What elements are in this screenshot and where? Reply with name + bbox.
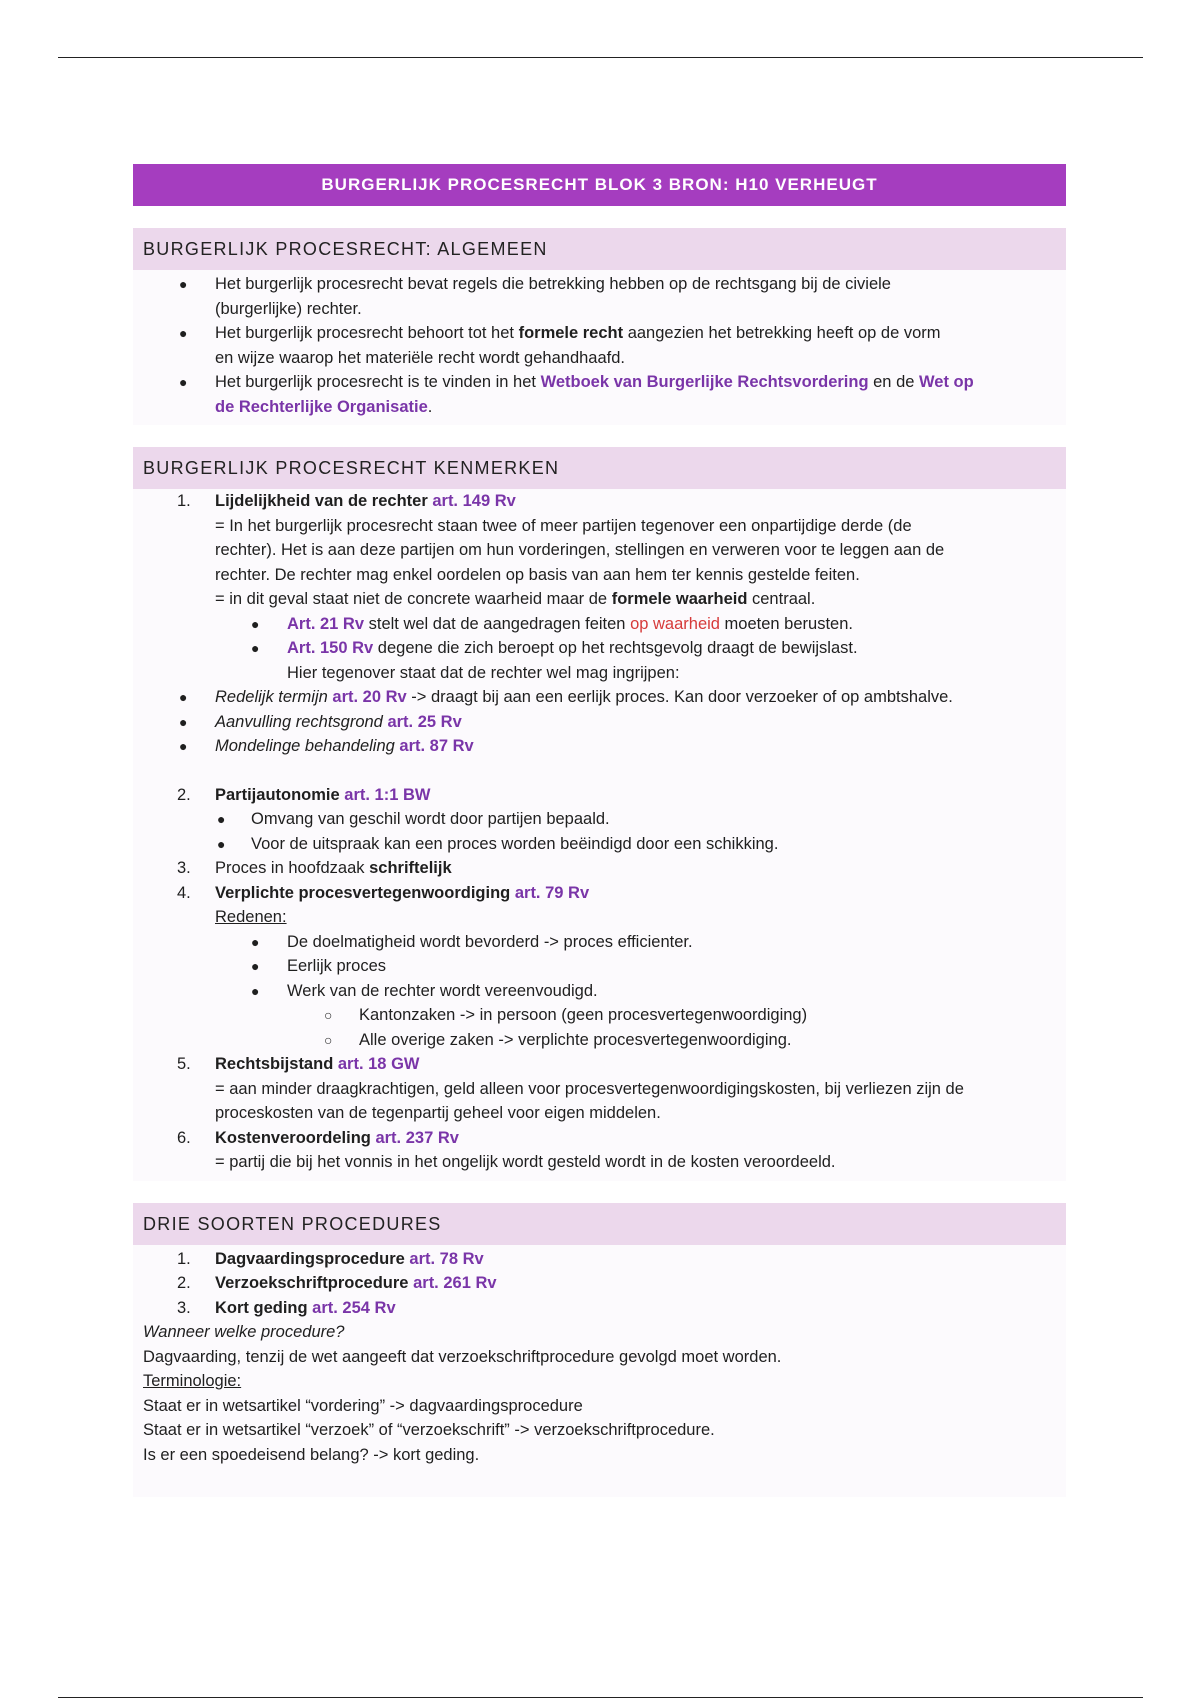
bullet-icon: ● — [179, 689, 188, 705]
law-reference: art. 1:1 BW — [344, 785, 431, 804]
list-item: ● Mondelinge behandeling art. 87 Rv — [133, 734, 1066, 759]
paragraph-line: Staat er in wetsartikel “vordering” -> dagvaardingsprocedure — [143, 1396, 583, 1415]
law-reference: art. 254 Rv — [312, 1298, 396, 1317]
law-reference: art. 87 Rv — [399, 737, 474, 755]
law-reference: Art. 150 Rv — [287, 639, 374, 657]
bullet-icon: ● — [251, 615, 260, 632]
bullet-icon: ● — [179, 276, 188, 292]
law-reference: art. 149 Rv — [432, 492, 516, 510]
sub-list-item: ○ Kantonzaken -> in persoon (geen procesvertegenwoordiging) — [133, 1003, 1066, 1028]
list-item-continuation: Hier tegenover staat dat de rechter wel mag ingrijpen: — [287, 663, 680, 682]
bullet-icon: ● — [251, 958, 260, 974]
law-reference: art. 78 Rv — [409, 1249, 484, 1268]
paragraph-line: Is er een spoedeisend belang? -> kort geding. — [143, 1445, 480, 1464]
list-item: ● Eerlijk proces — [133, 954, 1066, 979]
numbered-item: 2. Verzoekschriftprocedure art. 261 Rv — [177, 1274, 497, 1292]
paragraph-line: = In het burgerlijk procesrecht staan twee of meer partijen tegenover een onpartijdige derde (de — [215, 516, 912, 535]
law-reference: Wet op — [919, 373, 974, 391]
bullet-icon: ● — [179, 325, 188, 341]
question: Wanneer welke procedure? — [143, 1323, 345, 1341]
list-item: ● Het burgerlijk procesrecht is te vinden in het Wetboek van Burgerlijke Rechtsvordering en de Wet op — [133, 370, 1066, 395]
list-item: ● Aanvulling rechtsgrond art. 25 Rv — [133, 710, 1066, 735]
list-item: ● Voor de uitspraak kan een proces worden beëindigd door een schikking. — [133, 832, 1066, 857]
bullet-icon: ● — [179, 738, 188, 754]
paragraph-line: = in dit geval staat niet de concrete waarheid maar de formele waarheid centraal. — [215, 590, 816, 608]
section-kenmerken — [133, 489, 1066, 1181]
law-reference: art. 261 Rv — [413, 1274, 497, 1292]
paragraph-line: = aan minder draagkrachtigen, geld alleen voor procesvertegenwoordigingskosten, bij verliezen zijn de — [215, 1079, 964, 1098]
list-item: ● Redelijk termijn art. 20 Rv -> draagt bij aan een eerlijk proces. Kan door verzoeker of op ambtshalve. — [133, 685, 1066, 710]
section-heading-kenmerken: BURGERLIJK PROCESRECHT KENMERKEN — [133, 447, 1066, 489]
law-reference: art. 237 Rv — [375, 1128, 459, 1147]
list-item: ● Het burgerlijk procesrecht behoort tot het formele recht aangezien het betrekking heeft op de vorm — [133, 321, 1066, 346]
numbered-item: 3. Proces in hoofdzaak schriftelijk — [177, 859, 452, 877]
bullet-icon: ● — [179, 374, 188, 390]
numbered-item: 5. Rechtsbijstand art. 18 GW — [177, 1055, 420, 1073]
list-item: ● Het burgerlijk procesrecht bevat regels die betrekking hebben op de rechtsgang bij de civiele — [133, 272, 1066, 297]
law-reference: Wetboek van Burgerlijke Rechtsvordering — [540, 373, 869, 391]
numbered-item: 1. Dagvaardingsprocedure art. 78 Rv — [177, 1249, 484, 1268]
list-item: ● Omvang van geschil wordt door partijen bepaald. — [133, 807, 1066, 832]
paragraph-line: Staat er in wetsartikel “verzoek” of “verzoekschrift” -> verzoekschriftprocedure. — [143, 1421, 715, 1439]
circle-bullet-icon: ○ — [324, 1007, 333, 1023]
section-heading-procedures: DRIE SOORTEN PROCEDURES — [133, 1203, 1066, 1245]
section-heading-algemeen: BURGERLIJK PROCESRECHT: ALGEMEEN — [133, 228, 1066, 270]
list-item: ● Art. 150 Rv degene die zich beroept op het rechtsgevolg draagt de bewijslast. — [133, 636, 1066, 661]
list-item-continuation: (burgerlijke) rechter. — [215, 299, 362, 318]
numbered-item: 1. Lijdelijkheid van de rechter art. 149 Rv — [177, 492, 516, 510]
list-item: ● Art. 21 Rv stelt wel dat de aangedragen feiten op waarheid moeten berusten. — [133, 612, 1066, 637]
header-rule — [58, 57, 1143, 58]
law-reference: de Rechterlijke Organisatie — [215, 397, 428, 416]
list-item: ● De doelmatigheid wordt bevorderd -> proces efficienter. — [133, 930, 1066, 955]
list-item-continuation: de Rechterlijke Organisatie. — [215, 397, 433, 416]
numbered-item: 2. Partijautonomie art. 1:1 BW — [177, 785, 431, 804]
footer-rule — [58, 1697, 1143, 1698]
list-item-continuation: en wijze waarop het materiële recht wordt gehandhaafd. — [215, 348, 625, 367]
circle-bullet-icon: ○ — [324, 1031, 333, 1048]
document-body — [133, 164, 1066, 1497]
section-algemeen — [133, 270, 1066, 425]
paragraph-line: rechter. De rechter mag enkel oordelen op basis van aan hem ter kennis gestelde feiten. — [215, 565, 860, 584]
law-reference: art. 20 Rv — [332, 688, 407, 706]
paragraph-line: proceskosten van de tegenpartij geheel voor eigen middelen. — [215, 1104, 661, 1122]
list-item: ● Werk van de rechter wordt vereenvoudigd. — [133, 979, 1066, 1004]
numbered-item: 3. Kort geding art. 254 Rv — [177, 1298, 396, 1317]
document-title: BURGERLIJK PROCESRECHT BLOK 3 BRON: H10 VERHEUGT — [133, 164, 1066, 206]
law-reference: art. 18 GW — [337, 1055, 420, 1073]
paragraph-line: Dagvaarding, tenzij de wet aangeeft dat verzoekschriftprocedure gevolgd moet worden. — [143, 1347, 782, 1366]
bullet-icon: ● — [179, 713, 188, 730]
bullet-icon: ● — [251, 640, 260, 656]
subheading: Terminologie: — [143, 1372, 242, 1390]
numbered-item: 4. Verplichte procesvertegenwoordiging art. 79 Rv — [177, 883, 590, 902]
bullet-icon: ● — [217, 835, 226, 852]
law-reference: art. 25 Rv — [387, 712, 462, 731]
law-reference: art. 79 Rv — [514, 883, 590, 902]
paragraph-line: = partij die bij het vonnis in het ongelijk wordt gesteld wordt in de kosten veroordeeld. — [215, 1153, 836, 1171]
section-procedures — [133, 1245, 1066, 1498]
subheading: Redenen: — [215, 908, 287, 926]
paragraph-line: rechter). Het is aan deze partijen om hun vorderingen, stellingen en verweren voor te leggen aan de — [215, 541, 945, 559]
law-reference: Art. 21 Rv — [287, 614, 365, 633]
bullet-icon: ● — [217, 811, 226, 827]
bullet-icon: ● — [251, 933, 260, 950]
sub-list-item: ○ Alle overige zaken -> verplichte procesvertegenwoordiging. — [133, 1028, 1066, 1053]
bullet-icon: ● — [251, 982, 260, 999]
numbered-item: 6. Kostenveroordeling art. 237 Rv — [177, 1128, 459, 1147]
